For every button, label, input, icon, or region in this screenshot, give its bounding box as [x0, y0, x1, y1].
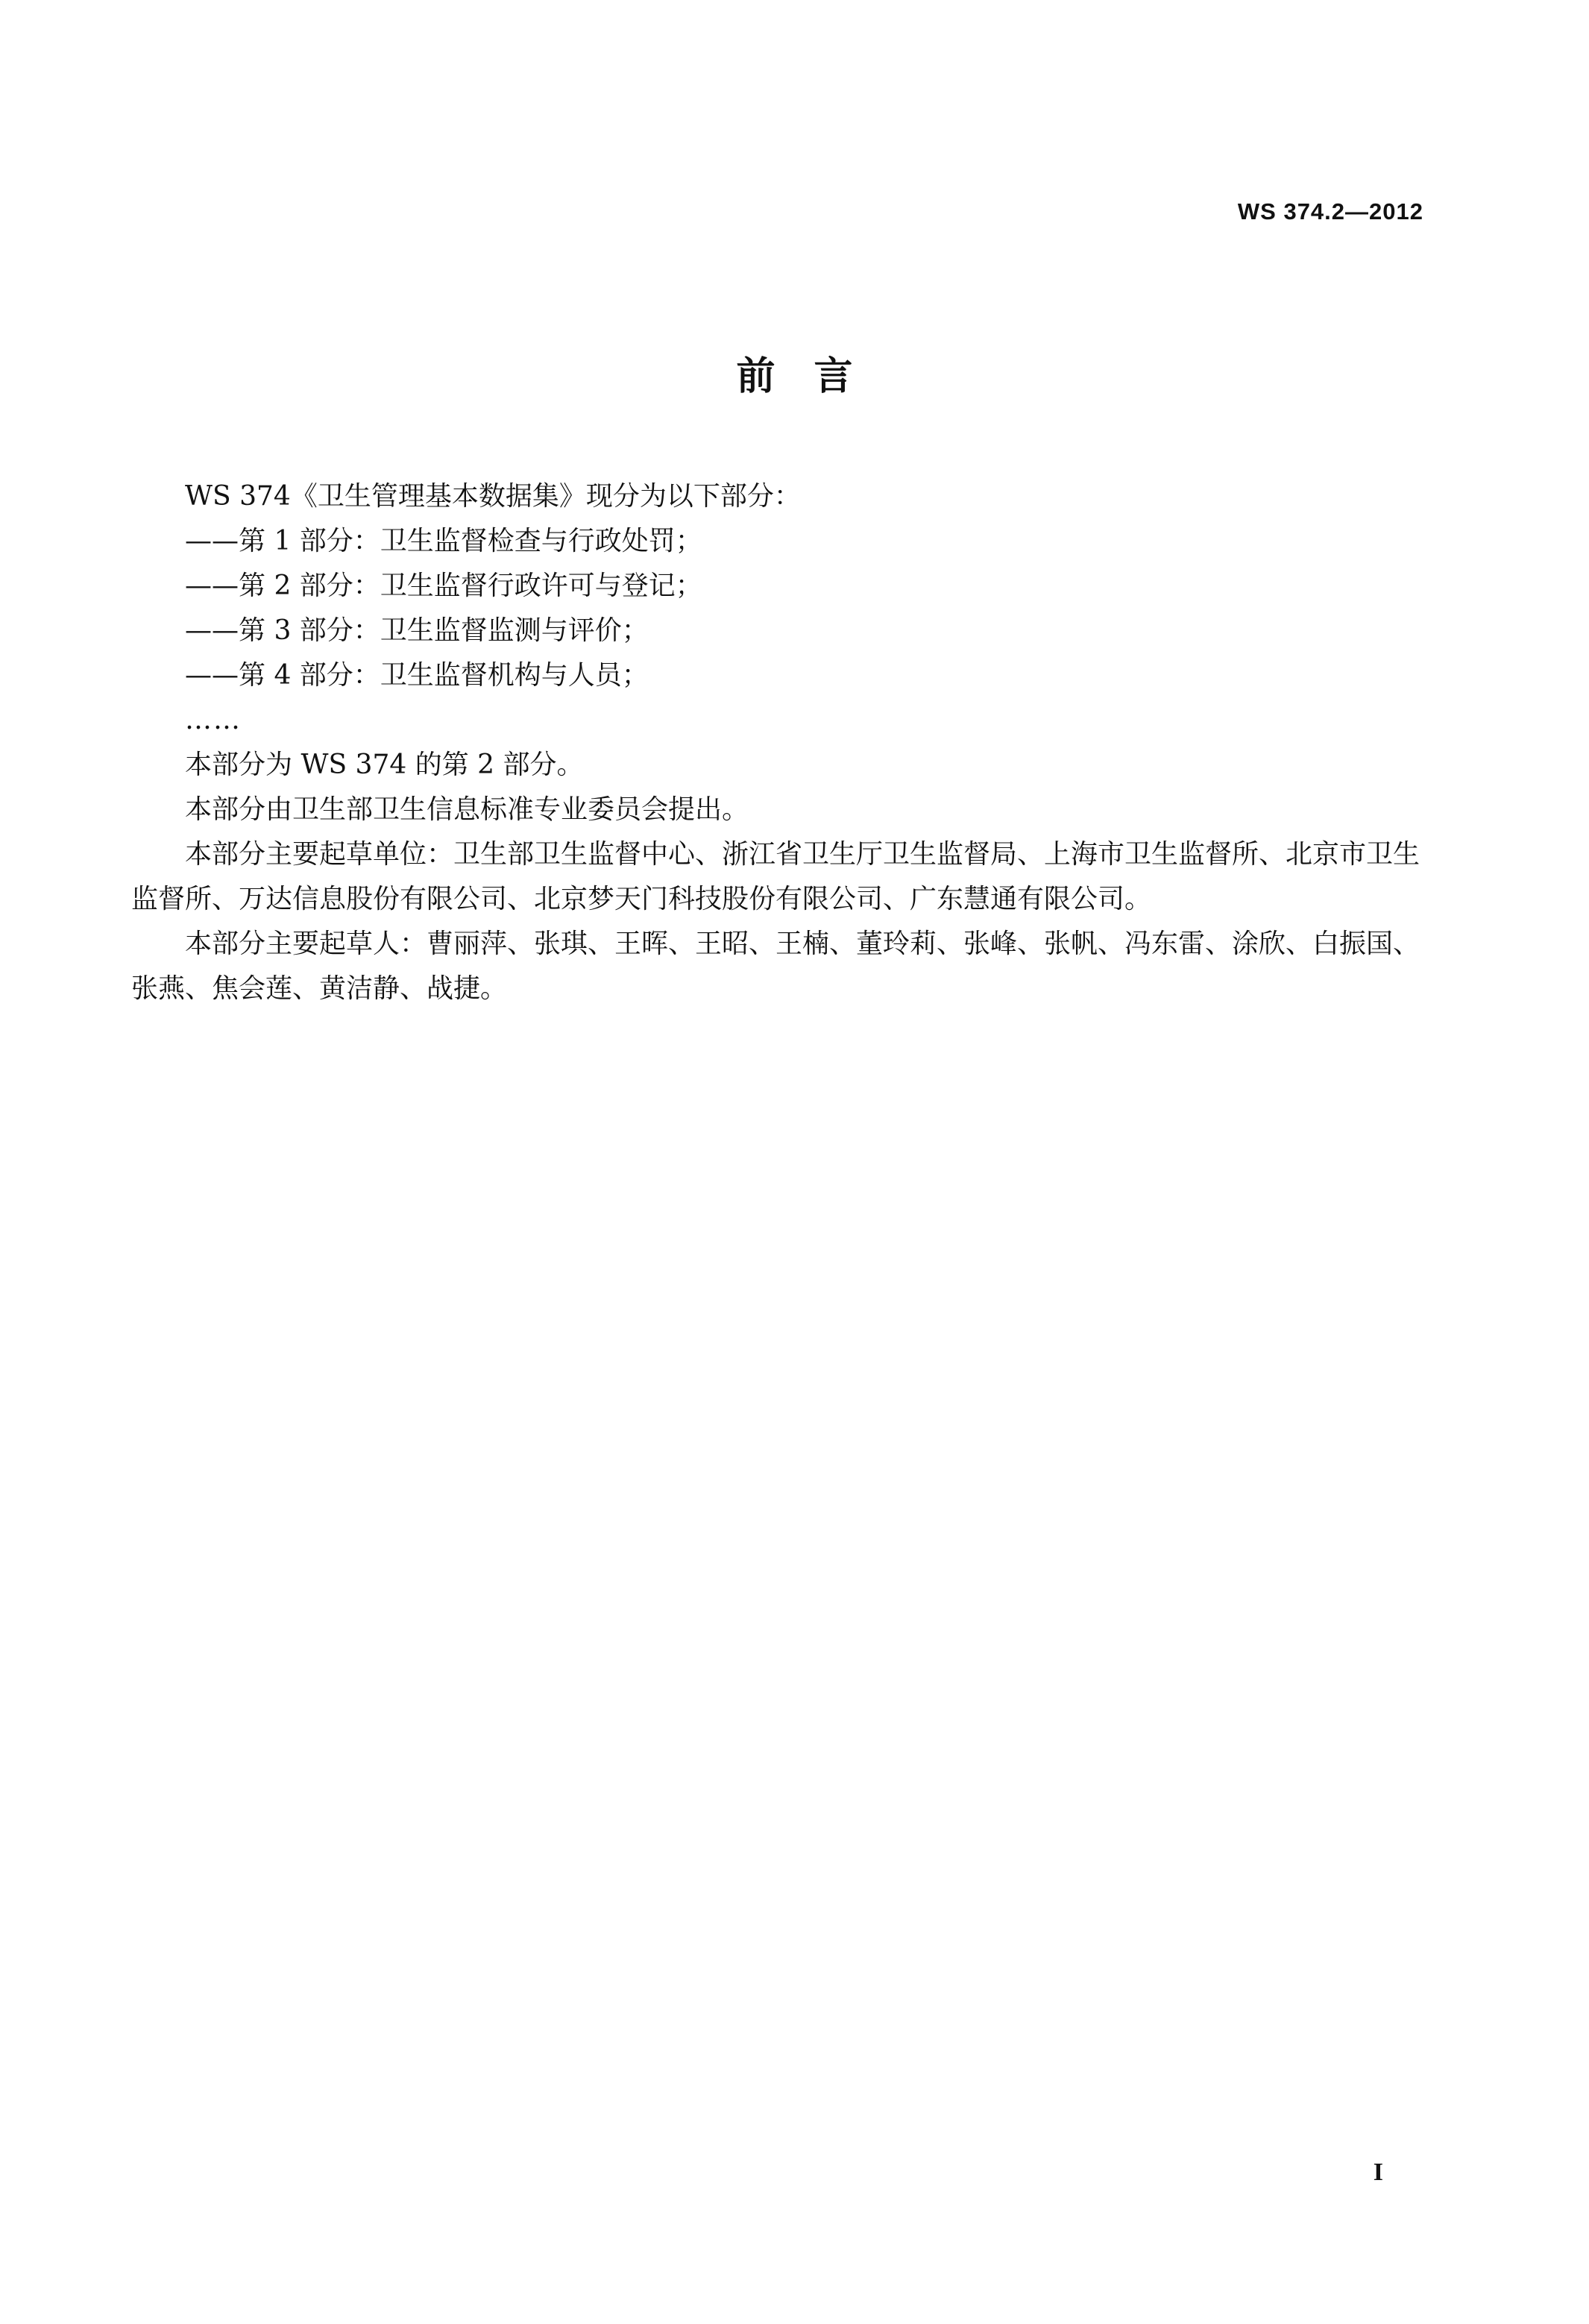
preface-body [131, 474, 1421, 1011]
intro-paragraph: WS 374《卫生管理基本数据集》现分为以下部分： [185, 481, 801, 512]
standard-code: WS 374.2—2012 [1237, 198, 1423, 224]
page-title: 前 言 [736, 354, 853, 399]
list-item: ——第 1 部分：卫生监督检查与行政处罚； [185, 526, 702, 556]
list-ellipsis: …… [185, 705, 242, 735]
list-item: ——第 3 部分：卫生监督监测与评价； [185, 615, 649, 646]
drafting-units-paragraph: 本部分主要起草单位：卫生部卫生监督中心、浙江省卫生厅卫生监督局、上海市卫生监督所、北京市卫生监督所、万达信息股份有限公司、北京梦天门科技股份有限公司、广东慧通有限公司。 [131, 839, 1420, 914]
page-number: I [1373, 2158, 1383, 2186]
part-statement: 本部分为 WS 374 的第 2 部分。 [185, 750, 584, 780]
proposer-statement: 本部分由卫生部卫生信息标准专业委员会提出。 [185, 794, 749, 825]
list-item: ——第 2 部分：卫生监督行政许可与登记； [185, 571, 702, 601]
list-item: ——第 4 部分：卫生监督机构与人员； [185, 660, 649, 691]
drafters-paragraph: 本部分主要起草人：曹丽萍、张琪、王晖、王昭、王楠、董玲莉、张峰、张帆、冯东雷、涂欣、白振国、张燕、焦会莲、黄洁静、战捷。 [131, 929, 1420, 1004]
